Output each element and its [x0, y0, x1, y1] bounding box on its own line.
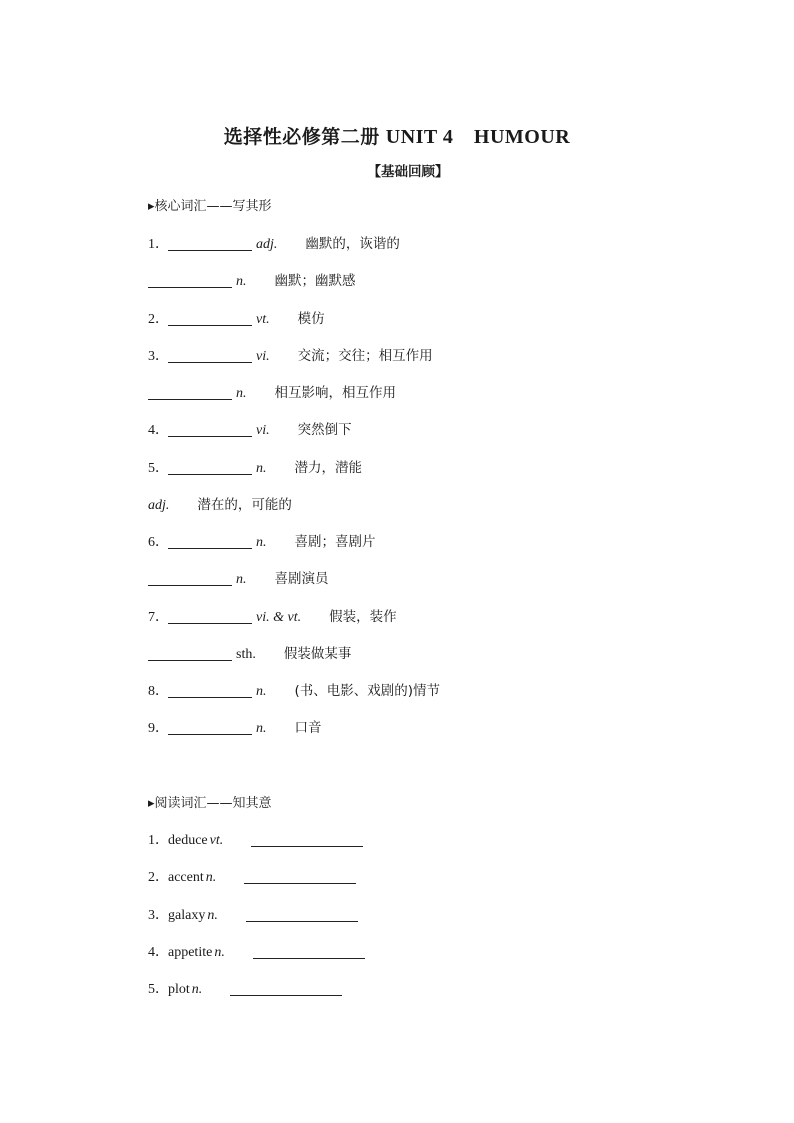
vocab-row [148, 495, 292, 515]
part-of-speech: vt. [256, 312, 270, 327]
answer-blank[interactable] [168, 348, 252, 363]
vocab-row [148, 607, 397, 627]
meaning: 幽默；幽默感 [274, 273, 356, 289]
part-of-speech: n. [214, 945, 225, 960]
item-number: 2． [148, 870, 169, 885]
part-of-speech: n. [236, 274, 247, 289]
meaning: 潜在的，可能的 [197, 497, 292, 513]
answer-blank[interactable] [168, 311, 252, 326]
vocab-word: galaxy [168, 908, 206, 923]
vocab-row [148, 271, 356, 291]
page-title [0, 120, 794, 149]
answer-blank[interactable] [148, 646, 232, 661]
item-number: 8． [148, 684, 169, 699]
part-of-speech: n. [236, 386, 247, 401]
vocab-word: deduce [168, 833, 208, 848]
answer-blank[interactable] [251, 832, 363, 847]
vocab-row [148, 346, 433, 366]
answer-blank[interactable] [148, 273, 232, 288]
part-of-speech: n. [207, 908, 218, 923]
vocab-word: appetite [168, 945, 213, 960]
item-number: 7． [148, 610, 169, 625]
answer-blank[interactable] [168, 422, 252, 437]
vocab-row [148, 644, 351, 664]
part-of-speech: n. [256, 721, 267, 736]
part-of-speech: n. [205, 870, 217, 885]
vocab-row [148, 420, 352, 440]
vocab-word: accent [168, 870, 204, 885]
vocab-row [148, 681, 440, 701]
part-of-speech: vi. [256, 423, 270, 438]
meaning: 幽默的，诙谐的 [305, 236, 400, 252]
item-number: 1． [148, 833, 169, 848]
part-of-speech: sth. [236, 647, 256, 662]
vocab-row [148, 718, 322, 738]
answer-blank[interactable] [168, 460, 252, 475]
section-heading-reading-vocab: ▸阅读词汇——知其意 [148, 796, 272, 811]
vocab-row [148, 458, 362, 478]
reading-row [148, 830, 363, 850]
reading-row [148, 979, 342, 999]
meaning: 假装做某事 [283, 646, 352, 662]
meaning: 假装，装作 [329, 609, 397, 625]
vocab-row [148, 309, 325, 329]
item-number: 2． [148, 312, 169, 327]
answer-blank[interactable] [244, 869, 356, 884]
item-number: 9． [148, 721, 169, 736]
reading-row [148, 867, 356, 887]
vocab-row [148, 383, 396, 403]
title-en: UNIT 4 HUMOUR [385, 126, 571, 148]
meaning: 口音 [294, 720, 322, 736]
meaning: (书、电影、戏剧的)情节 [294, 683, 441, 699]
part-of-speech: n. [236, 572, 247, 587]
part-of-speech: adj. [148, 498, 170, 513]
item-number: 4． [148, 945, 169, 960]
item-number: 3． [148, 908, 169, 923]
vocab-word: plot [168, 982, 190, 997]
part-of-speech: n. [256, 461, 267, 476]
item-number: 4． [148, 423, 169, 438]
item-number: 5． [148, 982, 169, 997]
part-of-speech: n. [256, 684, 267, 699]
meaning: 喜剧演员 [274, 571, 329, 587]
item-number: 3． [148, 349, 169, 364]
answer-blank[interactable] [168, 534, 252, 549]
answer-blank[interactable] [168, 720, 252, 735]
vocab-row [148, 569, 329, 589]
meaning: 突然倒下 [297, 422, 352, 438]
section-heading-core-vocab: ▸核心词汇——写其形 [148, 199, 272, 214]
answer-blank[interactable] [253, 944, 365, 959]
answer-blank[interactable] [148, 571, 232, 586]
answer-blank[interactable] [168, 609, 252, 624]
answer-blank[interactable] [168, 236, 252, 251]
answer-blank[interactable] [168, 683, 252, 698]
answer-blank[interactable] [148, 385, 232, 400]
answer-blank[interactable] [230, 981, 342, 996]
part-of-speech: n. [191, 982, 203, 997]
item-number: 1． [148, 237, 169, 252]
meaning: 潜力，潜能 [294, 460, 362, 476]
part-of-speech: vi. & vt. [256, 610, 302, 625]
title-cn: 选择性必修第二册 [223, 126, 380, 148]
part-of-speech: vi. [256, 349, 270, 364]
meaning: 相互影响，相互作用 [274, 385, 396, 401]
meaning: 喜剧；喜剧片 [294, 534, 376, 550]
meaning: 模仿 [297, 311, 325, 327]
answer-blank[interactable] [246, 907, 358, 922]
section-subtitle: 【基础回顾】 [367, 164, 449, 180]
item-number: 6． [148, 535, 169, 550]
part-of-speech: adj. [256, 237, 278, 252]
reading-row [148, 905, 358, 925]
item-number: 5． [148, 461, 169, 476]
part-of-speech: vt. [209, 833, 224, 848]
vocab-row [148, 532, 376, 552]
part-of-speech: n. [256, 535, 267, 550]
vocab-row [148, 234, 400, 254]
meaning: 交流；交往；相互作用 [297, 348, 433, 364]
reading-row [148, 942, 365, 962]
